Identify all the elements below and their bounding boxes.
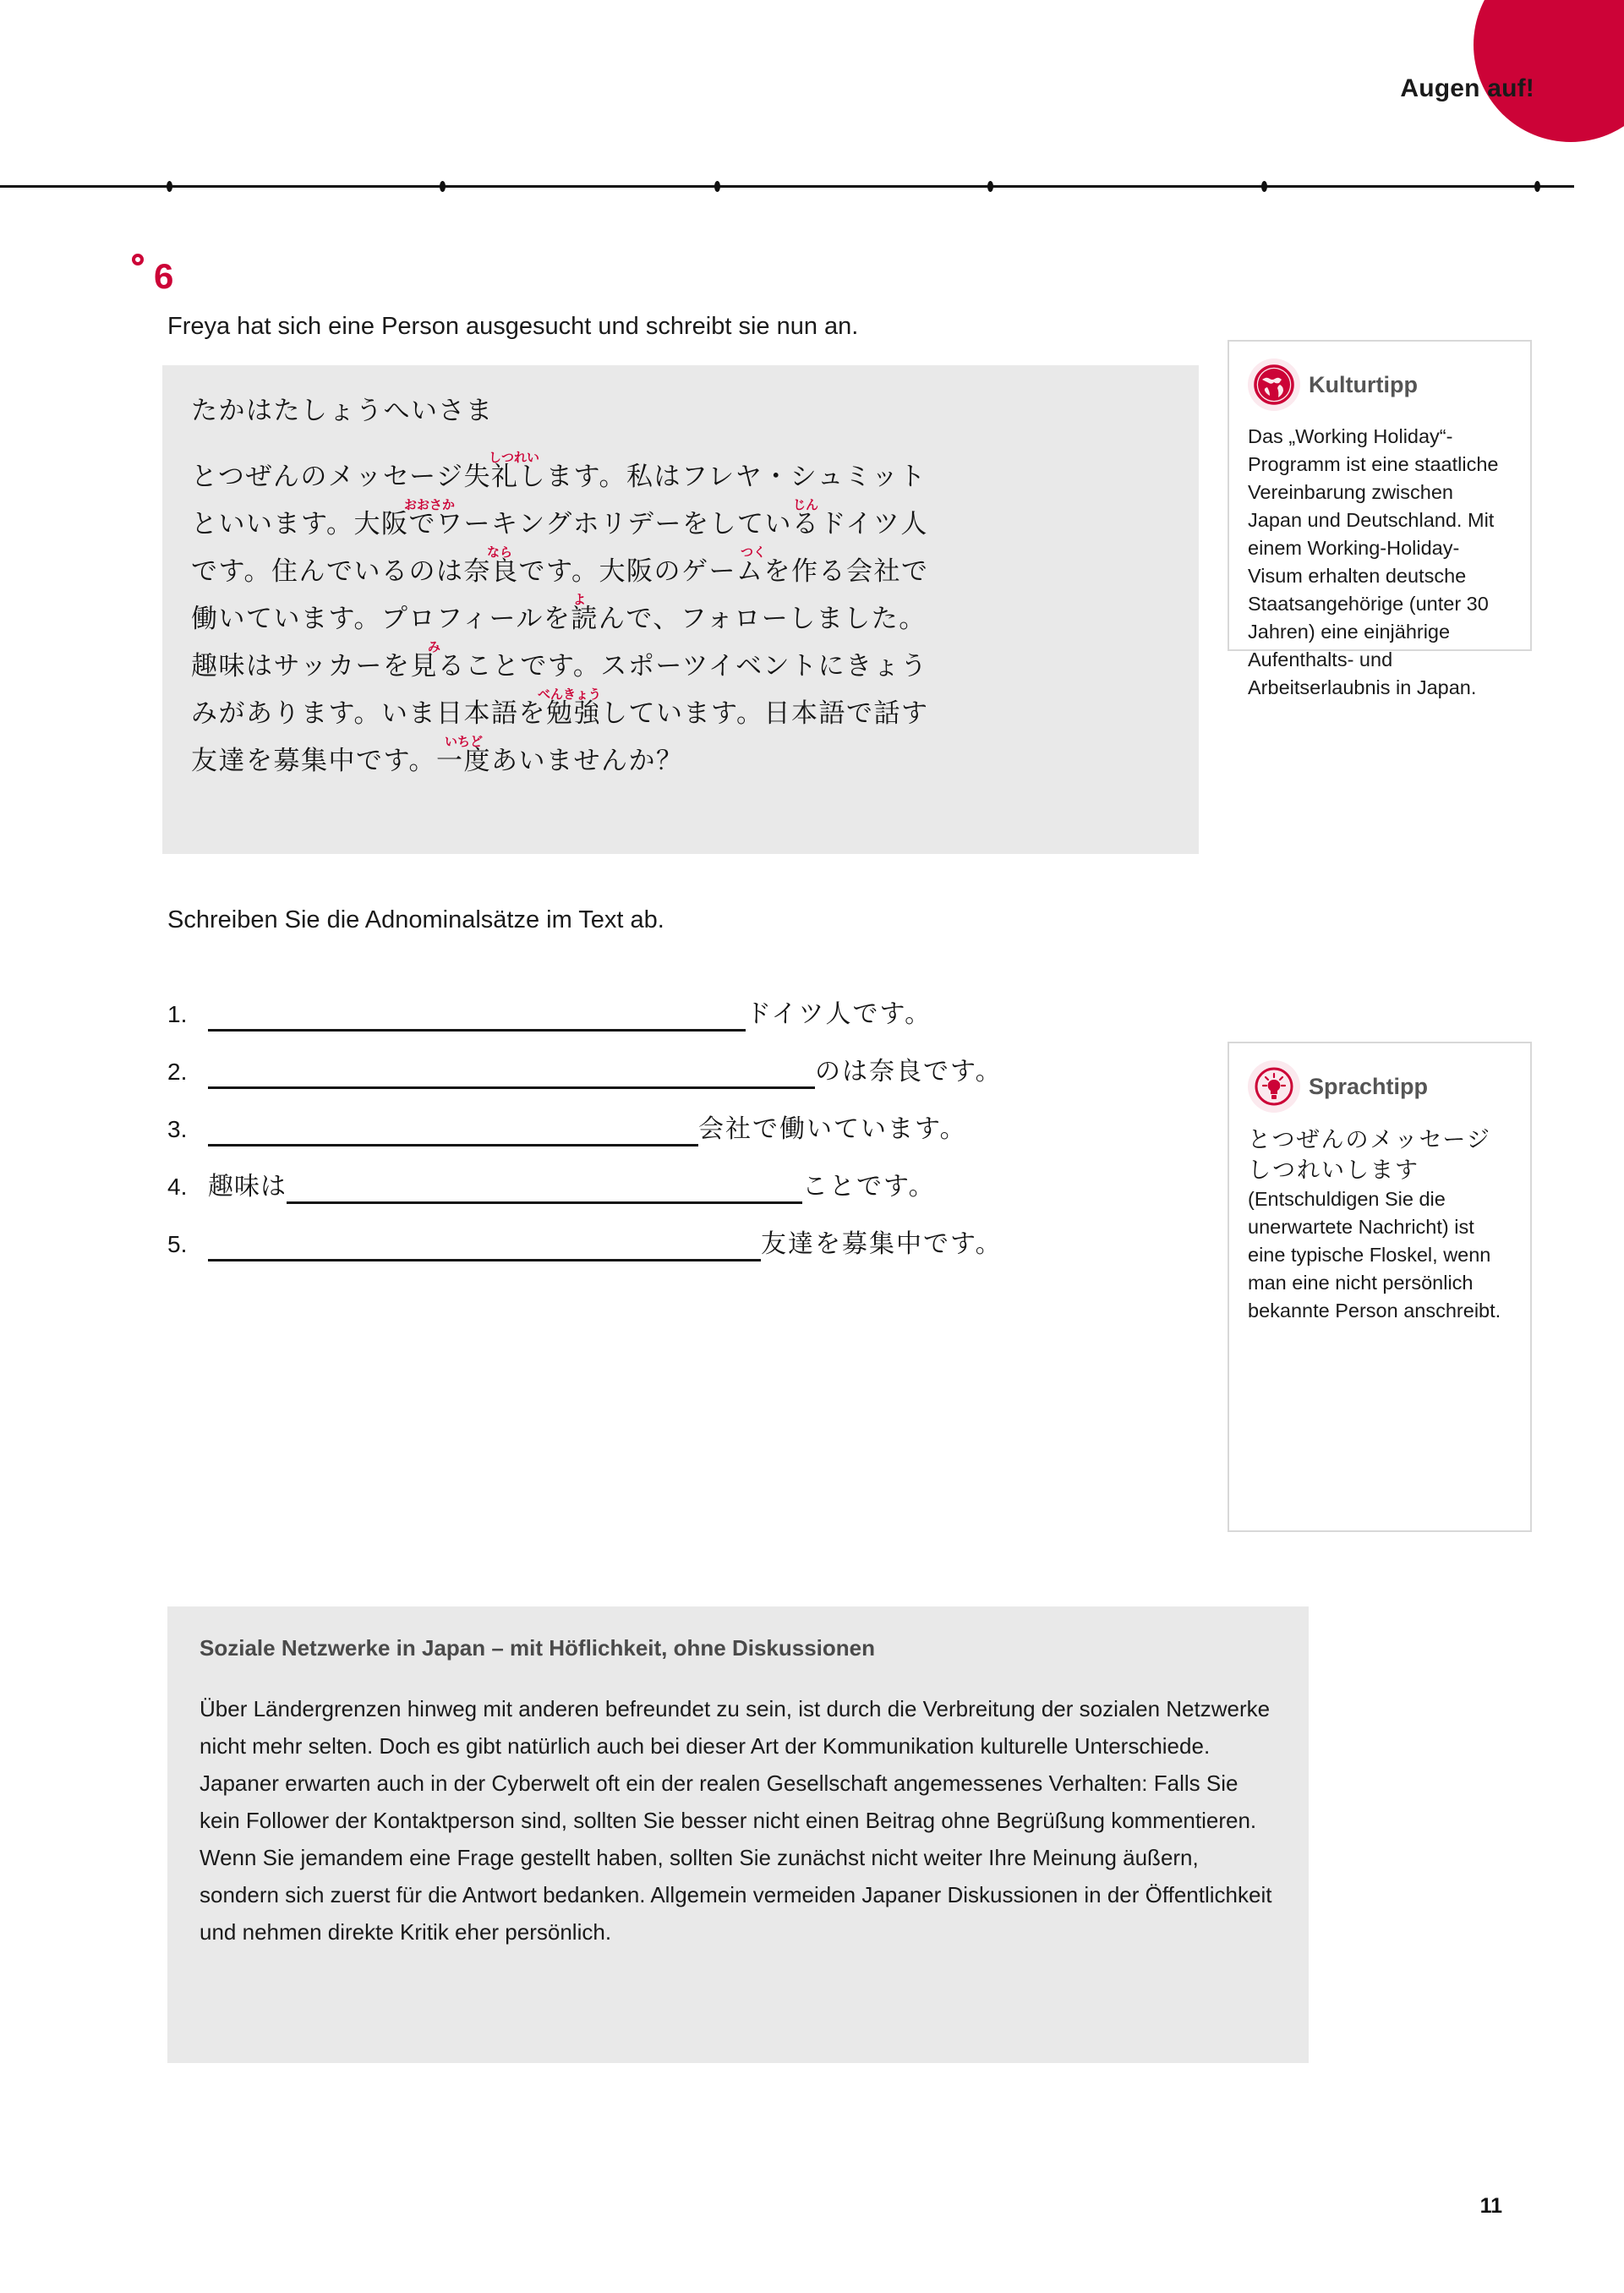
info-box-title: Soziale Netzwerke in Japan – mit Höflichkeit, ohne Diskussionen — [200, 1635, 875, 1661]
divider-dot — [714, 181, 720, 192]
exercise-bullet-icon — [132, 254, 144, 265]
corner-accent-circle — [1474, 0, 1624, 142]
culture-info-box — [167, 1606, 1309, 2063]
lightbulb-icon — [1248, 1060, 1300, 1113]
letter-line-text: とつぜんのメッセージ失礼します。私はフレヤ・シュミット — [191, 462, 927, 491]
furigana-reading: み — [428, 640, 441, 654]
exercise-marker — [132, 254, 242, 321]
letter-line — [191, 453, 1170, 501]
answer-line-list — [167, 974, 1216, 1261]
answer-row — [167, 1146, 1216, 1204]
letter-line — [191, 498, 1170, 548]
letter-line-text: といいます。大阪でワーキングホリデーをしているドイツ人 — [191, 509, 928, 539]
answer-number: 3. — [167, 1116, 188, 1142]
kulturtipp-body: Das „Working Holiday“-Programm ist eine staatliche Vereinbarung zwischen Japan und Deutschland. Mit einem Working-Holiday-Visum erhalten deutsche Staatsangehörige (unter 30 Jahren) eine einjährige Aufenthalts- und Arbeitserlaubnis in Japan. — [1248, 425, 1499, 698]
japanese-letter-box — [162, 365, 1199, 854]
answer-blank-field[interactable] — [287, 1167, 802, 1204]
furigana-reading: つく — [741, 545, 767, 560]
answer-row — [167, 1204, 1216, 1261]
sprachtipp-body — [1248, 1125, 1512, 1325]
divider-line — [0, 185, 1574, 188]
kulturtipp-title: Kulturtipp — [1309, 371, 1418, 397]
letter-line-text: 友達を募集中です。一度あいませんか？ — [191, 746, 684, 775]
page-header-title: Augen auf! — [1400, 74, 1534, 102]
letter-line — [191, 640, 1170, 690]
letter-line-text: 趣味はサッカーを見ることです。スポーツイベントにきょう — [191, 651, 928, 681]
sprachtipp-header — [1248, 1060, 1512, 1113]
kulturtipp-header — [1248, 358, 1512, 411]
answer-number: 5. — [167, 1231, 188, 1257]
letter-line — [191, 687, 1170, 737]
sprachtipp-japanese-phrase: とつぜんのメッセージしつれいします — [1248, 1127, 1491, 1183]
letter-body — [191, 453, 1170, 785]
furigana-reading: なら — [487, 545, 513, 560]
sprachtipp-explanation: (Entschuldigen Sie die unerwartete Nachricht) ist eine typische Floskel, wenn man eine nicht persönlich bekannte Person anschreibt. — [1248, 1188, 1501, 1322]
letter-line-text: みがあります。いま日本語を勉強しています。日本語で話す — [191, 698, 929, 728]
letter-line — [191, 737, 1170, 785]
answer-blank-field[interactable] — [208, 1109, 698, 1146]
answer-blank-field[interactable] — [208, 1224, 761, 1261]
kulturtipp-box — [1228, 340, 1532, 698]
header-divider-rule — [0, 179, 1624, 194]
page-number: 11 — [1479, 2194, 1502, 2218]
globe-icon — [1248, 358, 1300, 411]
divider-dot — [1261, 181, 1267, 192]
letter-line — [191, 595, 1170, 643]
task-instruction: Schreiben Sie die Adnominalsätze im Text ab. — [167, 906, 664, 933]
answer-blank-field[interactable] — [208, 1052, 815, 1089]
answer-number: 2. — [167, 1059, 188, 1085]
answer-row — [167, 974, 1216, 1032]
exercise-number: 6 — [154, 256, 174, 296]
answer-row — [167, 1032, 1216, 1089]
letter-spacer — [191, 435, 1170, 453]
answer-suffix-text: ドイツ人です。 — [746, 1000, 932, 1028]
furigana-reading: しつれい — [489, 451, 540, 465]
sprachtipp-title: Sprachtipp — [1309, 1073, 1429, 1099]
sprachtipp-box — [1228, 1042, 1532, 1532]
furigana-reading: じん — [793, 498, 819, 512]
divider-dot — [1534, 181, 1540, 192]
letter-line-text: です。住んでいるのは奈良です。大阪のゲームを作る会社で — [191, 556, 929, 586]
furigana-reading: べんきょう — [538, 687, 602, 702]
info-box-paragraph-1: Über Ländergrenzen hinweg mit anderen befreundet zu sein, ist durch die Verbreitung der sozialen Netzwerke nicht mehr selten. Doch es gibt natürlich auch bei dieser Art der Kommunikation kulturelle Unterschiede. — [200, 1696, 1271, 1759]
answer-number: 4. — [167, 1174, 188, 1200]
answer-suffix-text: 友達を募集中です。 — [761, 1230, 1003, 1258]
info-box-paragraph-2: Japaner erwarten auch in der Cyberwelt oft ein der realen Gesellschaft angemessenes Verhalten: Falls Sie kein Follower der Kontaktperson sind, sollten Sie besser nicht einen Beitrag ohne Begrüßung kommentieren. Wenn Sie jemandem eine Frage gestellt haben, sollten Sie zunächst nicht weiter Ihre Meinung äußern, sondern sich zuerst für die Antwort bedanken. Allgemein vermeiden Japaner Diskussionen in der Öffentlichkeit und nehmen direkte Kritik eher persönlich. — [200, 1770, 1272, 1945]
letter-salutation: たかはたしょうへいさま — [191, 396, 494, 425]
furigana-reading: おおさか — [404, 498, 456, 512]
divider-dot — [440, 181, 446, 192]
letter-line — [191, 545, 1170, 595]
divider-dot — [987, 181, 993, 192]
furigana-reading: よ — [573, 593, 587, 607]
exercise-instruction: Freya hat sich eine Person ausgesucht und schreibt sie nun an. — [167, 313, 859, 340]
answer-suffix-text: 会社で働いています。 — [698, 1115, 967, 1143]
answer-suffix-text: のは奈良です。 — [815, 1058, 1003, 1086]
letter-line-text: 働いています。プロフィールを読んで、フォローしました。 — [191, 604, 927, 633]
answer-blank-field[interactable] — [208, 994, 746, 1032]
answer-suffix-text: ことです。 — [802, 1173, 936, 1201]
furigana-reading: いちど — [445, 735, 484, 749]
answer-prefix-text: 趣味は — [208, 1173, 287, 1201]
answer-row — [167, 1089, 1216, 1146]
answer-number: 1. — [167, 1001, 188, 1027]
divider-dot — [167, 181, 172, 192]
